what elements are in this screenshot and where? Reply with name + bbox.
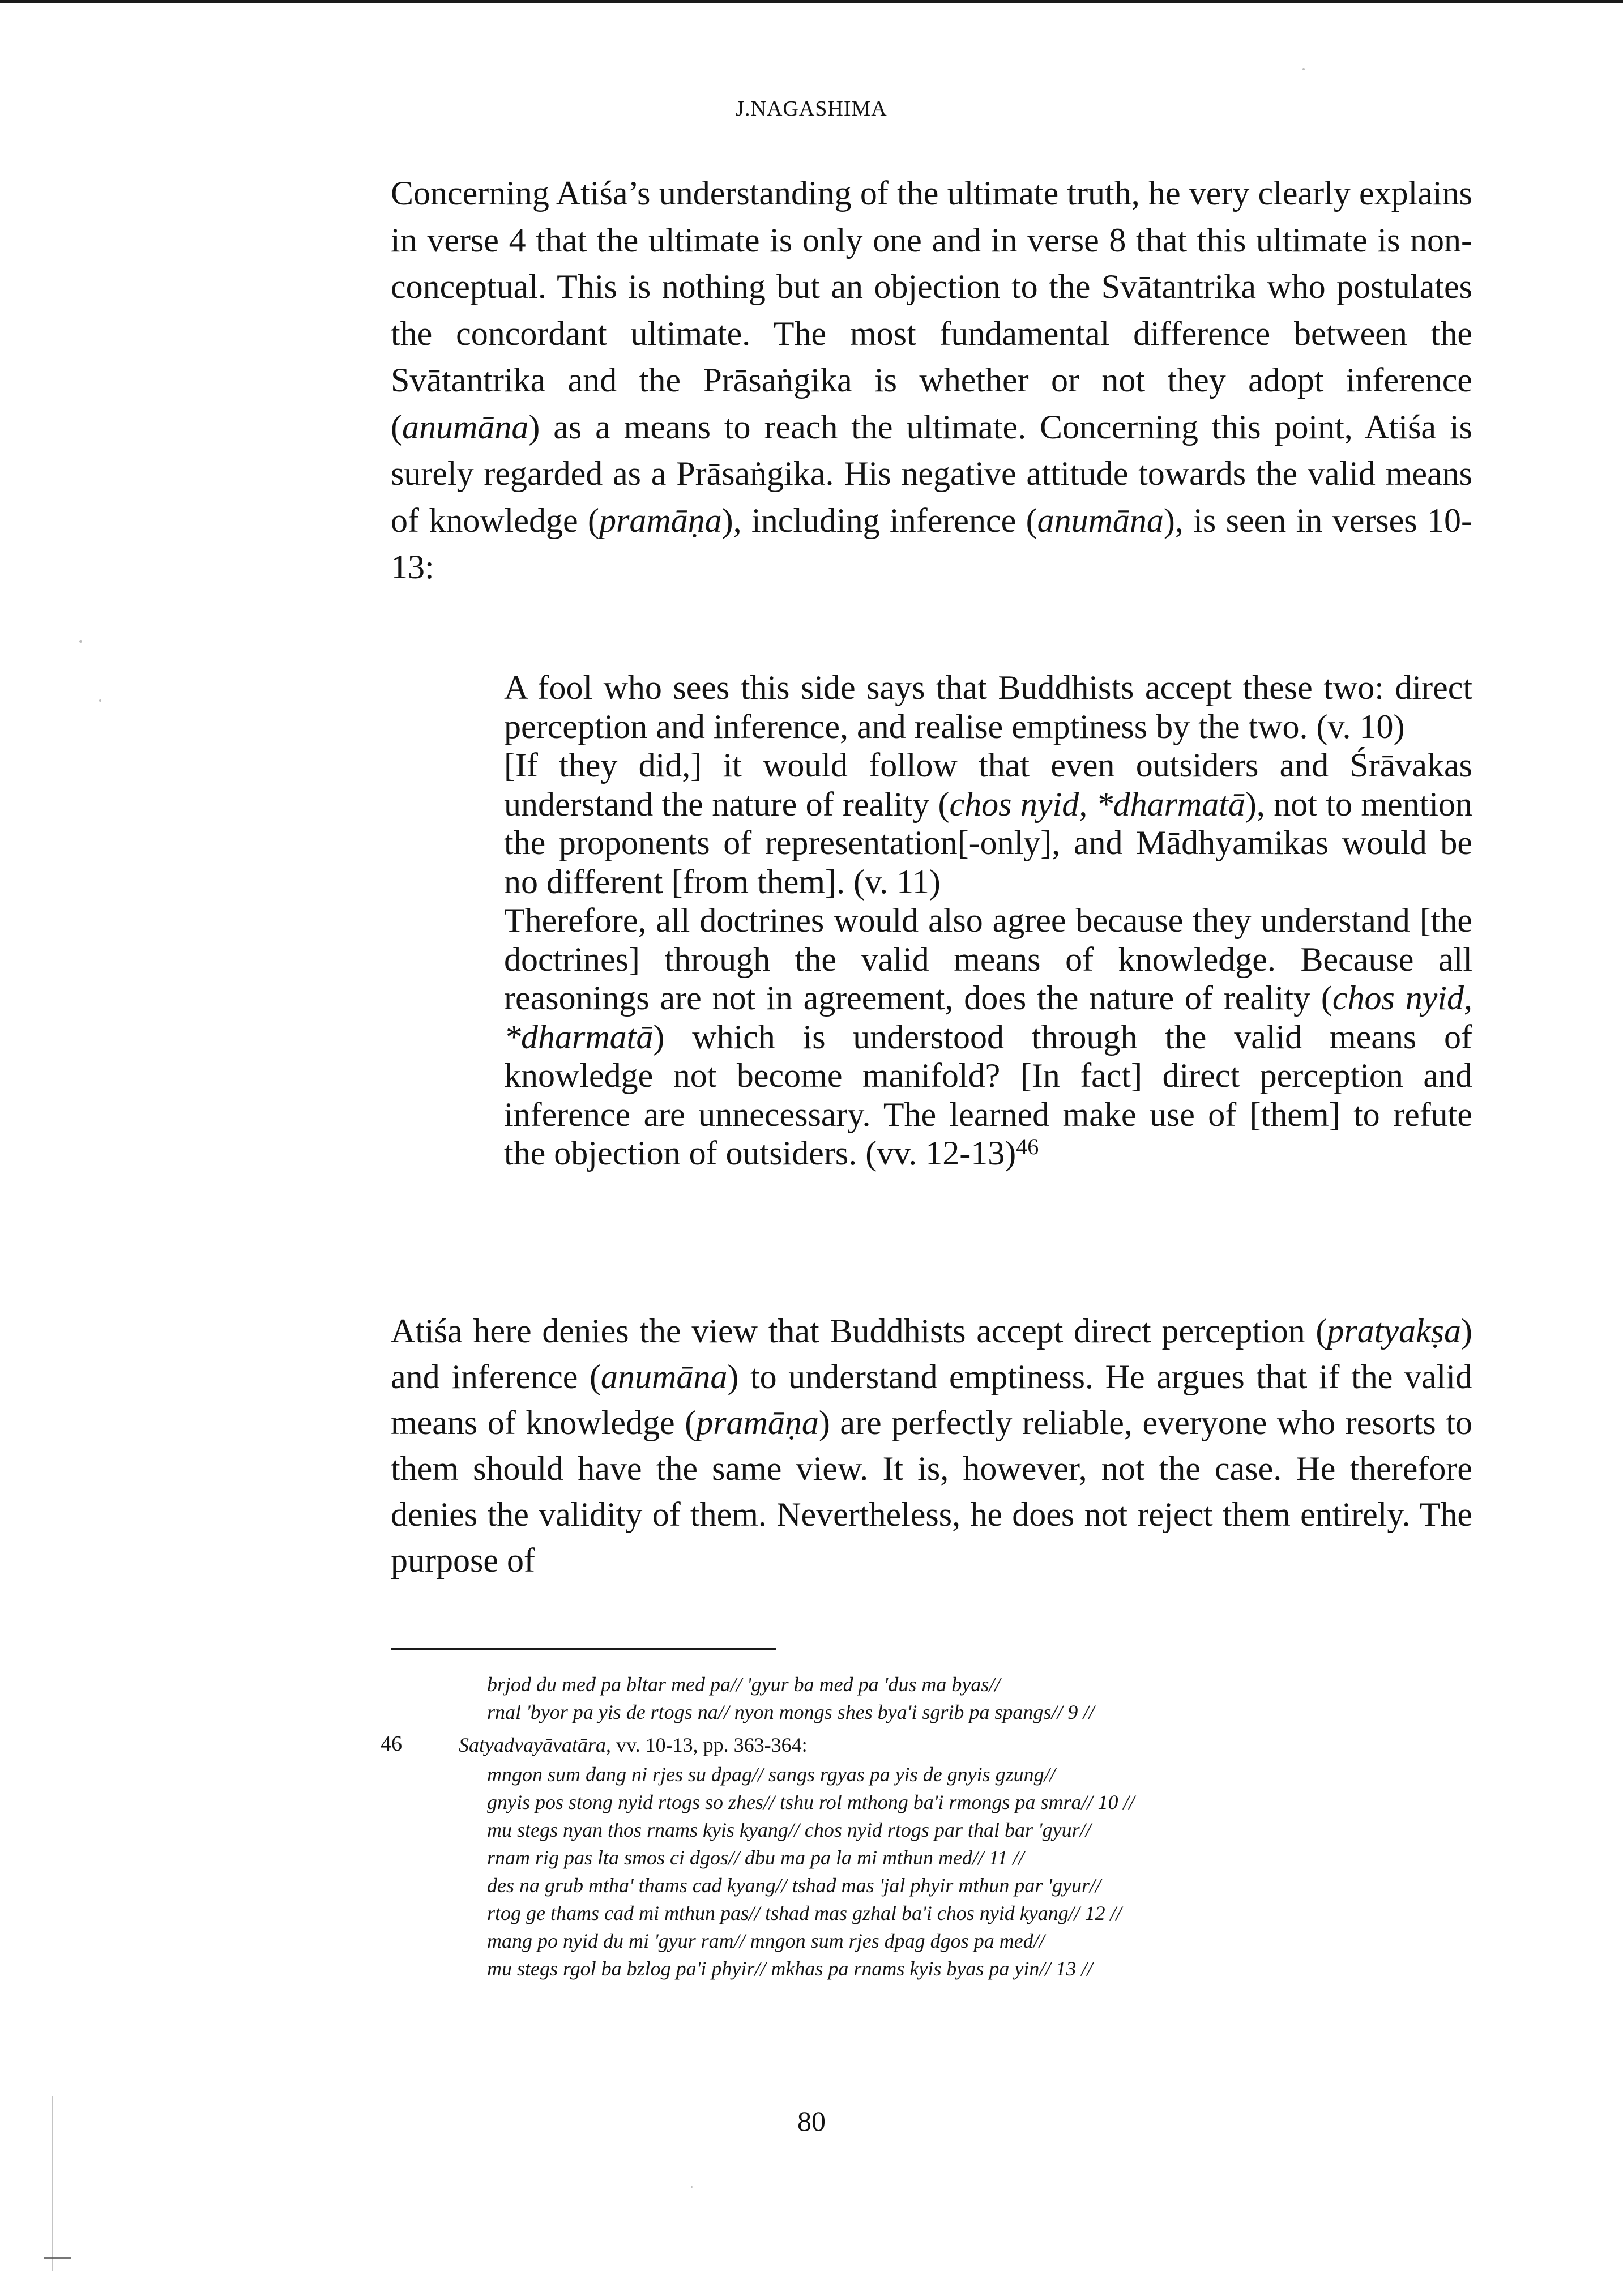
para2-term-3: pramāṇa	[696, 1404, 819, 1441]
para2-text-4: ) are perfectly reliable, everyone who resorts to them should have the same view. It is, however, not the case. He therefore denies the validity of them. Nevertheless, he does not reject them entirely. The purpose of	[391, 1404, 1472, 1579]
footnote-tibetan-line: gnyis pos stong nyid rtogs so zhes// tshu rol mthong ba'i rmongs pa smra// 10 //	[487, 1791, 1135, 1813]
footnote-separator	[391, 1648, 776, 1650]
body-paragraph-1	[391, 170, 1472, 591]
para2-term-1: pratyakṣa	[1327, 1312, 1462, 1350]
footnote-tibetan-line: mang po nyid du mi 'gyur ram// mngon sum rjes dpag dgos pa med//	[487, 1930, 1045, 1952]
quote-verse-10: A fool who sees this side says that Buddhists accept these two: direct perception and inference, and realise emptiness by the two. (v. 10)	[504, 669, 1472, 745]
para1-term-3: anumāna	[1037, 501, 1164, 539]
para1-text-4: ), is seen in verses 10-13:	[391, 501, 1472, 586]
quote-v12-text-2: ) which is understood through the valid means of knowledge not become manifold? [In fact] direct perception and inference are unnecessary. The learned make use of [them] to refute the objection of outsiders. (vv. 12-13)	[504, 1018, 1472, 1172]
footnote-tibetan-line: des na grub mtha' thams cad kyang// tshad mas 'jal phyir mthun par 'gyur//	[487, 1874, 1101, 1897]
para1-text-1: Concerning Atiśa’s understanding of the ultimate truth, he very clearly explains in verse 4 that the ultimate is only one and in verse 8 that this ultimate is non-conceptual. This is nothing but an objection to the Svātantrika who postulates the concordant ultimate. The most fundamental difference between the Svātantrika and the Prāsaṅgika is whether or not they adopt inference (	[391, 174, 1472, 446]
scan-speck	[1302, 68, 1305, 70]
footnote-continued-line-1: brjod du med pa bltar med pa// 'gyur ba med pa 'dus ma byas//	[487, 1673, 1001, 1696]
para1-term-1: anumāna	[402, 408, 529, 446]
footnote-tibetan-line: mu stegs rgol ba bzlog pa'i phyir// mkhas pa rnams kyis byas pa yin// 13 //	[487, 1957, 1093, 1980]
quote-v11-text-2: ), not to mention the proponents of representation[-only], and Mādhyamikas would be no different [from them]. (v. 11)	[504, 785, 1472, 901]
scan-edge-mark	[44, 2257, 71, 2259]
quote-v11-text-1: [If they did,] it would follow that even outsiders and Śrāvakas understand the nature of reality (	[504, 746, 1472, 823]
para1-text-2: ) as a means to reach the ultimate. Concerning this point, Atiśa is surely regarded as a Prāsaṅgika. His negative attitude towards the valid means of knowledge (	[391, 408, 1472, 539]
block-quote	[504, 668, 1472, 1173]
scan-speck	[99, 699, 101, 702]
quote-verse-11	[504, 746, 1472, 901]
footnote-tibetan-line: rtog ge thams cad mi mthun pas// tshad mas gzhal ba'i chos nyid kyang// 12 //	[487, 1902, 1122, 1924]
quote-v11-term: chos nyid, *dharmatā	[949, 785, 1245, 823]
para2-text-3: ) to understand emptiness. He argues that if the valid means of knowledge (	[391, 1358, 1473, 1441]
para2-text-2: ) and inference (	[391, 1312, 1472, 1395]
para1-text-3: ), including inference (	[721, 501, 1037, 539]
scan-edge-mark	[52, 2096, 53, 2271]
para2-text-1: Atiśa here denies the view that Buddhists accept direct perception (	[391, 1312, 1327, 1350]
footnote-source	[459, 1733, 808, 1757]
quote-v12-term: chos nyid, *dharmatā	[504, 979, 1472, 1056]
para1-term-2: pramāṇa	[599, 501, 722, 539]
footnote-continued-line-2: rnal 'byor pa yis de rtogs na// nyon mongs shes bya'i sgrib pa spangs// 9 //	[487, 1701, 1095, 1723]
footnote-tibetan-line: mngon sum dang ni rjes su dpag// sangs rgyas pa yis de gnyis gzung//	[487, 1763, 1056, 1786]
quote-verses-12-13	[504, 901, 1472, 1173]
footnote-source-pages: , vv. 10-13, pp. 363-364:	[605, 1734, 808, 1756]
footnote-reference[interactable]: 46	[1016, 1134, 1039, 1159]
running-head: J.NAGASHIMA	[736, 97, 887, 121]
quote-v12-text-1: Therefore, all doctrines would also agree because they understand [the doctrines] through the valid means of knowledge. Because all reasonings are not in agreement, does the nature of reality (	[504, 902, 1472, 1017]
scan-speck	[79, 640, 82, 643]
footnote-number: 46	[381, 1732, 402, 1756]
top-border	[0, 0, 1623, 3]
para2-term-2: anumāna	[600, 1358, 728, 1395]
footnote-tibetan-line: mu stegs nyan thos rnams kyis kyang// chos nyid rtogs par thal bar 'gyur//	[487, 1819, 1091, 1841]
scan-speck	[691, 2186, 693, 2188]
footnote-source-title: Satyadvayāvatāra	[459, 1734, 606, 1756]
page-number: 80	[797, 2105, 826, 2137]
footnote-tibetan-line: rnam rig pas lta smos ci dgos// dbu ma pa la mi mthun med// 11 //	[487, 1846, 1024, 1869]
body-paragraph-2	[391, 1308, 1472, 1584]
